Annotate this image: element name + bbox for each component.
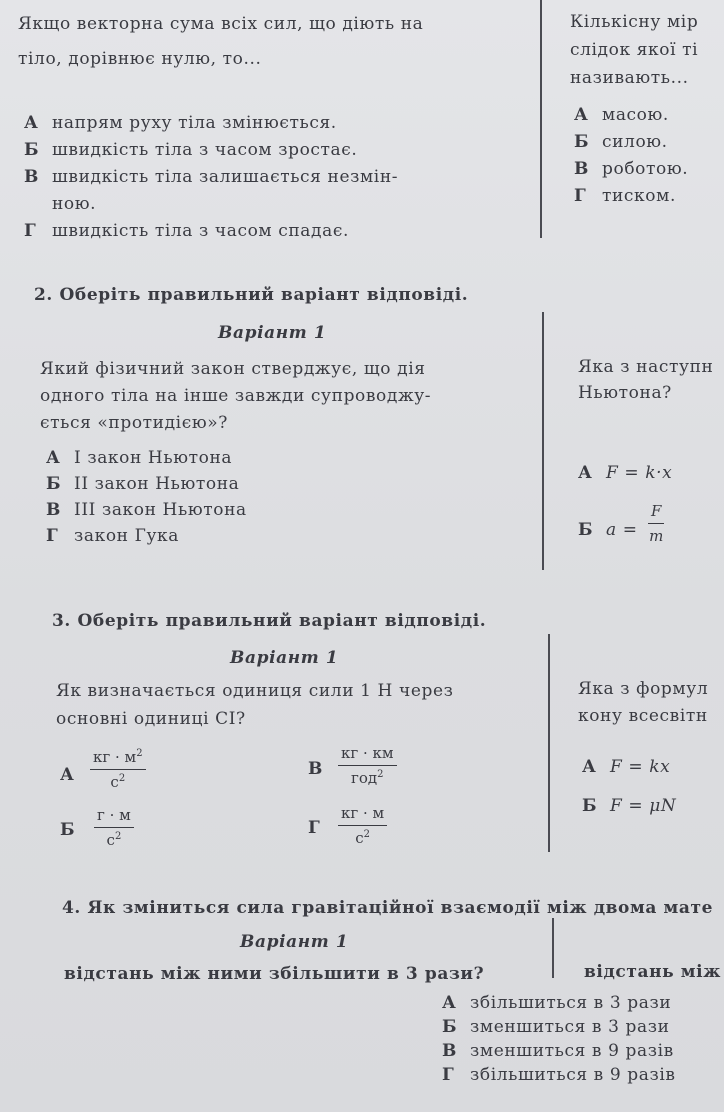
option-text: швидкість тіла з часом спадає.	[52, 221, 349, 241]
option-letter: Б	[442, 1017, 458, 1037]
option-letter: А	[574, 105, 589, 125]
q2-right-stem-line2: Ньютона?	[578, 383, 672, 403]
option-letter: А	[582, 757, 597, 777]
q1-stem-line2: тіло, дорівнює нулю, то...	[18, 49, 262, 69]
option-letter: Б	[574, 132, 590, 152]
option-letter: В	[574, 159, 589, 179]
q3-option-g-fraction	[338, 804, 387, 847]
option-text: силою.	[602, 132, 668, 152]
option-text: ною.	[52, 194, 97, 214]
q1-right-stem-line2: слідок якої ті	[570, 40, 699, 60]
q1-option-v	[24, 167, 398, 187]
q3-stem-line1: Як визначається одиниця сили 1 Н через	[56, 681, 454, 701]
column-divider	[552, 918, 554, 978]
q1-option-v-cont	[24, 194, 96, 214]
q3-option-a-letter: А	[60, 765, 75, 785]
option-letter: В	[442, 1041, 457, 1061]
q4-option-v	[442, 1041, 674, 1061]
formula: F = kx	[610, 757, 671, 777]
q3-right-option-a	[582, 757, 670, 777]
option-letter: В	[46, 500, 61, 520]
fraction-numerator: F	[648, 502, 664, 524]
formula-lhs: a =	[606, 520, 638, 540]
q1-right-option-g	[574, 186, 676, 206]
q1-option-a	[24, 113, 337, 133]
q2-option-b	[46, 474, 239, 494]
option-text: ІІ закон Ньютона	[74, 474, 240, 494]
q1-option-g	[24, 221, 349, 241]
option-text: роботою.	[602, 159, 689, 179]
option-text: збільшиться в 9 разів	[470, 1065, 676, 1085]
q2-stem-line1: Який фізичний закон стверджує, що дія	[40, 359, 426, 379]
option-text: ІІІ закон Ньютона	[74, 500, 247, 520]
fraction-denominator: m	[649, 527, 664, 545]
q3-stem-line2: основні одиниці СІ?	[56, 709, 246, 729]
q1-option-b	[24, 140, 357, 160]
fraction-numerator: г · м	[94, 806, 134, 828]
q1-right-stem-line1: Кількісну мір	[570, 12, 699, 32]
q3-right-stem-line2: кону всесвітн	[578, 706, 708, 726]
option-text: швидкість тіла залишається незмін-	[52, 167, 399, 187]
option-letter: Г	[574, 186, 587, 206]
option-letter: Г	[442, 1065, 455, 1085]
q3-option-b-fraction	[94, 806, 134, 849]
q3-option-g-letter: Г	[308, 818, 321, 838]
q3-option-v-fraction	[338, 744, 397, 787]
option-text: збільшиться в 3 рази	[470, 993, 672, 1013]
option-letter: А	[24, 113, 39, 133]
fraction-denominator: $с^2$	[106, 831, 122, 849]
option-text: зменшиться в 9 разів	[470, 1041, 674, 1061]
q1-right-option-a	[574, 105, 669, 125]
q2-option-a	[46, 448, 232, 468]
option-text: закон Гука	[74, 526, 180, 546]
q2-option-g	[46, 526, 179, 546]
column-divider	[548, 634, 550, 852]
option-text: масою.	[602, 105, 669, 125]
q1-right-option-v	[574, 159, 688, 179]
q4-option-g	[442, 1065, 676, 1085]
q3-heading: 3. Оберіть правильний варіант відповіді.	[52, 611, 487, 631]
option-letter: Б	[578, 520, 594, 540]
fraction-denominator: год$^2$	[351, 769, 384, 787]
q3-variant-label: Варіант 1	[230, 648, 339, 668]
option-letter: А	[578, 463, 593, 483]
option-letter: Г	[46, 526, 59, 546]
q3-right-stem-line1: Яка з формул	[578, 679, 709, 699]
option-letter: А	[442, 993, 457, 1013]
option-text: тиском.	[602, 186, 676, 206]
q4-heading: 4. Як зміниться сила гравітаційної взаємодії між двома мате	[62, 898, 714, 918]
q4-option-b	[442, 1017, 670, 1037]
option-letter: Г	[24, 221, 37, 241]
q2-heading: 2. Оберіть правильний варіант відповіді.	[34, 285, 469, 305]
formula: F = k·x	[606, 463, 673, 483]
fraction-numerator: кг · $м^2$	[90, 748, 146, 770]
option-text: І закон Ньютона	[74, 448, 233, 468]
q1-stem-line1: Якщо векторна сума всіх сил, що діють на	[18, 14, 424, 34]
column-divider	[540, 0, 542, 238]
q3-option-b-letter: Б	[60, 820, 76, 840]
q1-right-stem-line3: називають...	[570, 68, 689, 88]
q4-option-a	[442, 993, 671, 1013]
q2-right-option-a	[578, 463, 672, 483]
column-divider	[542, 312, 544, 570]
q2-right-option-b	[578, 520, 638, 540]
q1-right-option-b	[574, 132, 668, 152]
option-text: швидкість тіла з часом зростає.	[52, 140, 358, 160]
q3-right-option-b	[582, 796, 676, 816]
formula: F = μN	[610, 796, 677, 816]
option-letter: А	[46, 448, 61, 468]
q2-variant-label: Варіант 1	[218, 323, 327, 343]
option-letter: Б	[582, 796, 598, 816]
q4-variant-label: Варіант 1	[240, 932, 349, 952]
q2-stem-line3: ється «протидією»?	[40, 413, 228, 433]
fraction-denominator: $с^2$	[110, 773, 126, 791]
q3-option-a-fraction	[90, 748, 146, 791]
fraction-numerator: кг · м	[338, 804, 387, 826]
q2-stem-line2: одного тіла на інше завжди супроводжу-	[40, 386, 432, 406]
fraction-numerator: кг · км	[338, 744, 397, 766]
q2-option-v	[46, 500, 247, 520]
q2-right-option-b-fraction	[648, 502, 664, 545]
option-letter: Б	[46, 474, 62, 494]
option-letter: В	[24, 167, 39, 187]
option-text: зменшиться в 3 рази	[470, 1017, 670, 1037]
q2-right-stem-line1: Яка з наступн	[578, 357, 714, 377]
q4-stem-right: відстань між	[584, 962, 721, 982]
fraction-denominator: $с^2$	[355, 829, 370, 847]
q4-stem-left: відстань між ними збільшити в 3 рази?	[64, 964, 485, 984]
q3-option-v-letter: В	[308, 759, 323, 779]
option-letter: Б	[24, 140, 40, 160]
option-text: напрям руху тіла змінюється.	[52, 113, 337, 133]
